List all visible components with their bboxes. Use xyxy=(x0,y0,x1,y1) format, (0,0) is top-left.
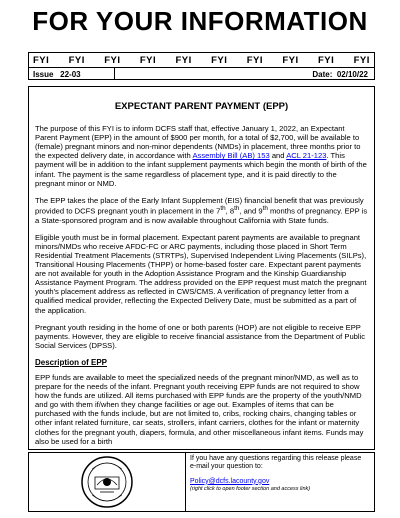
fyi-label: FYI xyxy=(68,54,85,66)
issue-number: 22-03 xyxy=(60,69,81,79)
paragraph-text: , and 9 xyxy=(239,206,263,216)
paragraph-hop: Pregnant youth residing in the home of one or both parents (HOP) are not eligible to receive EPP payments. However, they are eligible to receive financial assistance from the Department of Public Social Services (DPSS). xyxy=(35,322,366,350)
document-title: FOR YOUR INFORMATION xyxy=(32,6,368,36)
issue-cell xyxy=(29,68,115,80)
paragraph-text: The EPP takes the place of the Early Infant Supplement (EIS) financial benefit that was previously provided to DCFS pregnant youth in placement in the 7 xyxy=(35,195,364,216)
contact-line: e-mail your question to: xyxy=(190,463,263,471)
fyi-label: FYI xyxy=(282,54,299,66)
date-cell xyxy=(115,70,374,79)
paragraph-purpose xyxy=(35,124,368,188)
fyi-label: FYI xyxy=(246,54,264,66)
content-box xyxy=(28,86,375,450)
contact-cell xyxy=(186,453,374,511)
fyi-label: FYI xyxy=(211,54,228,66)
acl-link[interactable]: ACL 21-123 xyxy=(286,151,327,161)
fyi-label: FYI xyxy=(104,54,121,66)
contact-line: If you have any questions regarding this release please xyxy=(190,455,362,462)
fyi-banner-row xyxy=(29,53,374,68)
paragraph-text: and xyxy=(269,151,287,161)
superscript: th xyxy=(234,204,240,212)
footer-box xyxy=(28,452,375,512)
fyi-label: FYI xyxy=(353,54,370,66)
paragraph-description: EPP funds are available to meet the specialized needs of the pregnant minor/NMD, as well as to prepare for the needs of the infant. Pregnant youth receiving EPP funds are not required to show how the funds are utilized. All items purchased with EPP funds are the property of the youth/NMD and go with them if/when they change facilities or age out. Examples of items that can be purchased with the funds include, but are not limited to, cribs, rocking chairs, changing tables or other infant related furniture, car seats, strollers, infant carriers, clothes for the infant or maternity clothes for the pregnant youth, diapers, formula, and other miscellaneous infant items. Funds may also be used for a birth xyxy=(35,372,364,446)
policy-email-link[interactable]: Policy@dcfs.lacounty.gov xyxy=(190,477,270,485)
seal-cell xyxy=(29,453,186,511)
subheading-description: Description of EPP xyxy=(35,357,108,367)
date-label: Date: xyxy=(312,69,333,79)
issue-date-row xyxy=(29,68,374,80)
fyi-label: FYI xyxy=(175,54,192,66)
fyi-label: FYI xyxy=(318,54,335,66)
issue-label: Issue xyxy=(33,69,54,79)
paragraph-text: . This payment will be in addition to the infant supplement payments which begin the month of birth of the infant. The payment is the same regardless of placement type, and it is paid directly to the pregnant minor or NMD. xyxy=(35,151,367,188)
fyi-label: FYI xyxy=(139,54,157,66)
paragraph-text: The purpose of this FYI is to inform DCFS staff that, effective January 1, 2022, an Expectant Parent Payment (EPP) in the amount of $900 per month, for a total of $2,700, will be available to (female) pregnant minors and non-minor dependents (NMDs) in placement, three months prior to the expected delivery date, in accordance with xyxy=(35,124,361,161)
fyi-header-table xyxy=(28,52,375,80)
section-heading: EXPECTANT PARENT PAYMENT (EPP) xyxy=(114,101,289,112)
superscript: th xyxy=(220,204,226,212)
footer-note: (right click to open footer section and access link) xyxy=(190,486,311,493)
fyi-label: FYI xyxy=(33,54,50,66)
paragraph-text: , 8 xyxy=(225,206,235,216)
paragraph-text: months of pregnancy. EPP is a State-sponsored program and is now available throughout California with State funds. xyxy=(35,206,368,225)
assembly-bill-link[interactable]: Assembly Bill (AB) 153 xyxy=(192,151,270,161)
date-value: 02/10/22 xyxy=(336,69,368,79)
paragraph-eis xyxy=(35,196,368,225)
paragraph-eligibility: Eligible youth must be in formal placement. Expectant parent payments are available to pregnant minors/NMDs who receive AFDC-FC or ARC payments, including those placed in Short Term Residential Treatment Placements (STRTPs), Supervised Independent Living Placements (SILPs), Transitional Housing Placements (THPP) or home-based foster care. Expectant parent payments are not available for youth in the Adoption Assistance Program and the Kinship Guardianship Assistance Payment Program. The address provided on the EPP request must match the pregnant youth's placement address as reflected in CWS/CMS. A verification of pregnancy letter from a qualified medical provider, reflecting the Expected Delivery Date, must be submitted as a part of the application. xyxy=(35,232,367,315)
county-seal-icon xyxy=(80,455,134,509)
superscript: th xyxy=(262,204,268,212)
